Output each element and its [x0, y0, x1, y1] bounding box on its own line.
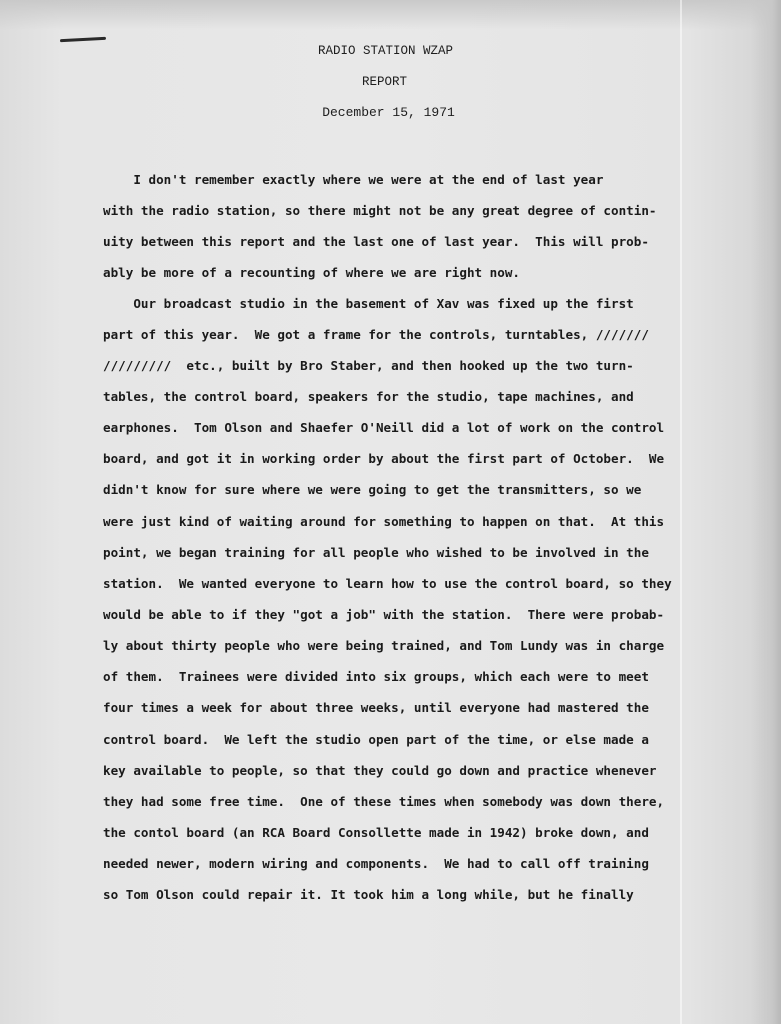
body-line-14: station. We wanted everyone to learn how to use the control board, so they: [103, 576, 672, 591]
body-line-16: ly about thirty people who were being trained, and Tom Lundy was in charge: [103, 638, 665, 653]
body-line-2: with the radio station, so there might not be any great degree of contin-: [103, 203, 657, 218]
body-line-6: part of this year. We got a frame for the controls, turntables, ///////: [103, 327, 649, 342]
body-line-18: four times a week for about three weeks, until everyone had mastered the: [103, 700, 649, 715]
document-title: RADIO STATION WZAP: [317, 44, 454, 58]
body-line-3: uity between this report and the last one of last year. This will prob-: [103, 234, 649, 249]
body-line-23: needed newer, modern wiring and components. We had to call off training: [103, 856, 649, 871]
body-line-12: were just kind of waiting around for something to happen on that. At this: [103, 514, 665, 529]
body-line-11: didn't know for sure where we were going to get the transmitters, so we: [103, 482, 642, 497]
pen-mark: [60, 37, 106, 42]
document-date: December 15, 1971: [322, 105, 455, 120]
body-line-9: earphones. Tom Olson and Shaefer O'Neill did a lot of work on the control: [103, 420, 665, 435]
scan-shadow: [0, 0, 781, 30]
body-line-21: they had some free time. One of these times when somebody was down there,: [103, 794, 665, 809]
document-subtitle: REPORT: [361, 75, 407, 89]
body-line-15: would be able to if they "got a job" with the station. There were probab-: [103, 607, 665, 622]
body-line-8: tables, the control board, speakers for the studio, tape machines, and: [103, 389, 634, 404]
body-line-17: of them. Trainees were divided into six groups, which each were to meet: [103, 669, 649, 684]
body-line-5: Our broadcast studio in the basement of Xav was fixed up the first: [103, 296, 634, 311]
body-line-19: control board. We left the studio open part of the time, or else made a: [103, 732, 649, 747]
body-line-1: I don't remember exactly where we were at the end of last year: [103, 172, 604, 187]
body-line-13: point, we began training for all people who wished to be involved in the: [103, 545, 649, 560]
body-line-24: so Tom Olson could repair it. It took him a long while, but he finally: [103, 887, 634, 902]
page-edge: [751, 0, 781, 1024]
paper-fold: [680, 0, 682, 1024]
body-line-22: the contol board (an RCA Board Consollette made in 1942) broke down, and: [103, 825, 649, 840]
body-line-20: key available to people, so that they could go down and practice whenever: [103, 763, 657, 778]
body-line-4: ably be more of a recounting of where we are right now.: [103, 265, 521, 280]
body-line-10: board, and got it in working order by about the first part of October. We: [103, 451, 665, 466]
body-line-7: ///////// etc., built by Bro Staber, and then hooked up the two turn-: [103, 358, 634, 373]
